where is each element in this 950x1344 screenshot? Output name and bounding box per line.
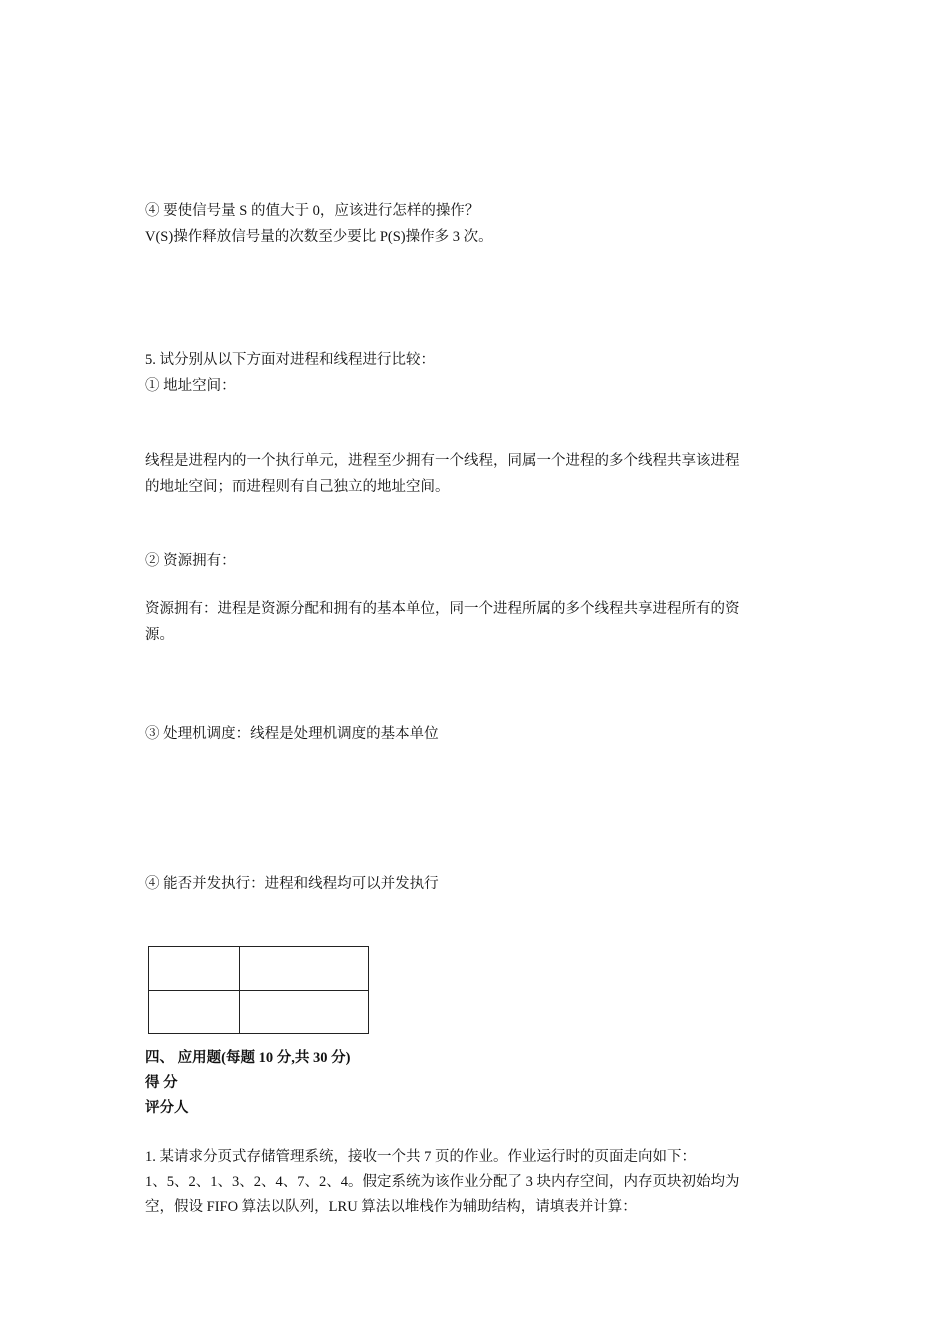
part4-heading: 四、 应用题(每题 10 分,共 30 分) [145,1050,351,1066]
app-q1-line3: 空，假设 FIFO 算法以队列，LRU 算法以堆栈作为辅助结构，请填表并计算： [145,1199,637,1215]
q5-1-answer-line1: 线程是进程内的一个执行单元，进程至少拥有一个线程，同属一个进程的多个线程共享该进程 [145,453,740,469]
q5-2-label: ② 资源拥有： [145,553,236,569]
score-table [148,946,369,1034]
app-q1-line1: 1. 某请求分页式存储管理系统，接收一个共 7 页的作业。作业运行时的页面走向如下： [145,1149,696,1165]
q4-4-question: ④ 要使信号量 S 的值大于 0，应该进行怎样的操作？ [145,203,480,219]
q5-1-answer-line2: 的地址空间；而进程则有自己独立的地址空间。 [145,479,450,495]
q5-2-answer-line1: 资源拥有：进程是资源分配和拥有的基本单位，同一个进程所属的多个线程共享进程所有的资 [145,601,740,617]
grader-label: 评分人 [145,1100,189,1116]
app-q1-line2: 1、5、2、1、3、2、4、7、2、4。假定系统为该作业分配了 3 块内存空间，内存页块初始均为 [145,1174,740,1190]
score-label: 得 分 [145,1075,178,1091]
q4-4-answer: V(S)操作释放信号量的次数至少要比 P(S)操作多 3 次。 [145,229,493,245]
score-cell [149,991,240,1034]
q5-1-label: ① 地址空间： [145,378,236,394]
score-cell [149,947,240,991]
q5-4: ④ 能否并发执行：进程和线程均可以并发执行 [145,876,439,892]
q5-3: ③ 处理机调度：线程是处理机调度的基本单位 [145,726,439,742]
score-cell [240,991,369,1034]
q5-2-answer-line2: 源。 [145,627,174,643]
q5-title: 5. 试分别从以下方面对进程和线程进行比较： [145,352,435,368]
score-cell [240,947,369,991]
